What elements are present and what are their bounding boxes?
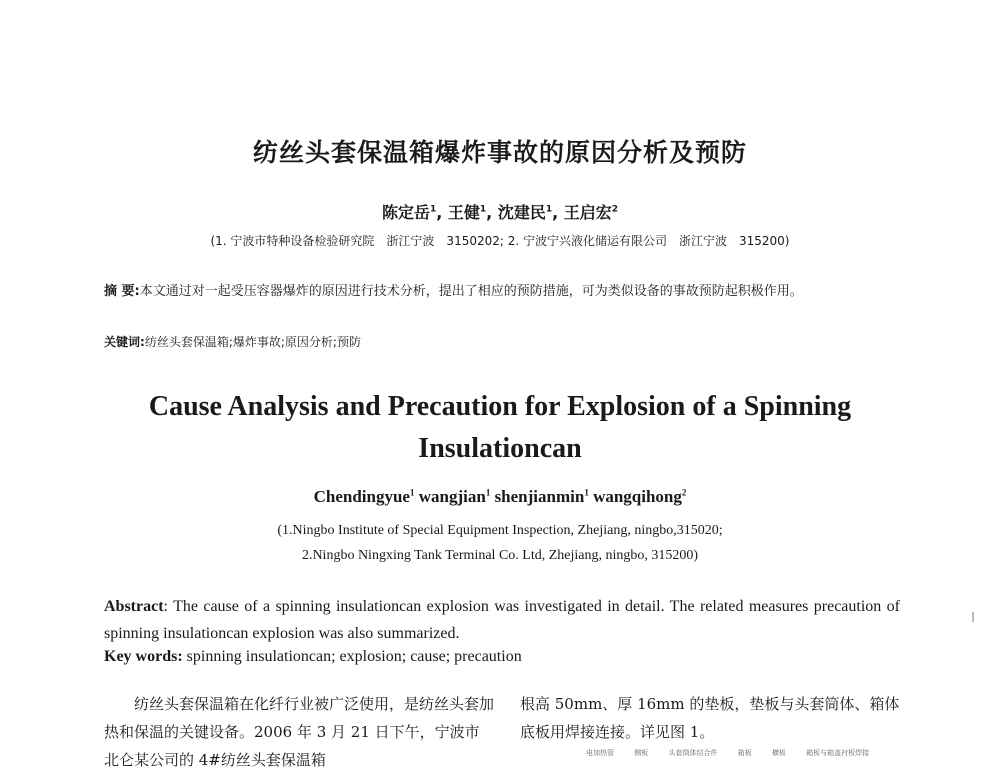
author-name: shenjianmin — [494, 487, 585, 506]
author-separator: , — [552, 203, 559, 222]
author-separator: , — [486, 203, 493, 222]
author-name: 陈定岳 — [381, 203, 430, 222]
chinese-keywords-label: 关键词: — [104, 335, 145, 349]
author-name: wangqihong — [593, 487, 682, 506]
chinese-abstract-label: 摘 要: — [104, 284, 140, 299]
chinese-affiliation: (1. 宁波市特种设备检验研究院 浙江宁波 3150202; 2. 宁波宁兴液化储运有限公司 浙江宁波 315200) — [210, 234, 790, 248]
english-title-line: Cause Analysis and Precaution for Explosion of a Spinning — [148, 391, 852, 422]
figure-labels — [586, 748, 887, 758]
english-title-line: Insulationcan — [418, 433, 582, 464]
english-affiliation-line: 2.Ningbo Ningxing Tank Terminal Co. Ltd, Zhejiang, ningbo, 315200) — [301, 548, 699, 563]
scan-edge-mark — [972, 612, 974, 622]
figure-label: 横板 — [771, 749, 786, 757]
author-sup: 1 — [409, 487, 415, 498]
english-keywords — [104, 648, 900, 666]
figure-label: 侧板 — [634, 749, 649, 757]
body-paragraph: 纺丝头套保温箱在化纤行业被广泛使用，是纺丝头套加热和保温的关键设备。2006 年 3 月 21 日下午，宁波市北仑某公司的 4#纺丝头套保温箱 — [104, 695, 495, 769]
figure-label: 电加热管 — [586, 749, 614, 757]
chinese-authors — [0, 200, 1000, 223]
author-name: wangjian — [418, 487, 486, 506]
english-abstract-label: Abstract — [104, 598, 164, 615]
english-affiliation-line: (1.Ningbo Institute of Special Equipment Inspection, Zhejiang, ningbo,315020; — [277, 523, 723, 538]
english-affiliation — [0, 518, 1000, 568]
english-authors — [0, 487, 1000, 507]
author-sup: 1 — [429, 204, 437, 215]
english-abstract-text: : The cause of a spinning insulationcan explosion was investigated in detail. The related measures precaution of spinning insulationcan explosion was also summarized. — [104, 598, 900, 642]
chinese-abstract-text: 本文通过对一起受压容器爆炸的原因进行技术分析，提出了相应的预防措施，可为类似设备的事故预防起积极作用。 — [139, 284, 803, 299]
body-paragraph: 根高 50mm、厚 16mm 的垫板，垫板与头套筒体、箱体底板用焊接连接。详见图 1。 — [520, 695, 900, 741]
author-sup: 1 — [545, 204, 553, 215]
chinese-keywords-text: 纺丝头套保温箱;爆炸事故;原因分析;预防 — [144, 335, 361, 349]
author-sup: 2 — [681, 487, 687, 498]
author-sup: 1 — [584, 487, 589, 498]
author-name: 王健 — [447, 203, 480, 222]
author-name: Chendingyue — [313, 487, 410, 506]
figure-label: 箱板与箱盖衬板焊接 — [806, 749, 870, 757]
author-separator: , — [436, 203, 443, 222]
english-abstract — [104, 593, 900, 647]
figure-label: 箱板 — [737, 749, 752, 757]
body-column-right — [520, 690, 910, 746]
english-title — [0, 386, 1000, 470]
chinese-title: 纺丝头套保温箱爆炸事故的原因分析及预防 — [252, 138, 747, 167]
author-sup: 2 — [611, 204, 619, 215]
author-name: 沈建民 — [497, 203, 546, 222]
author-name: 王启宏 — [563, 203, 612, 222]
chinese-abstract — [104, 279, 900, 305]
english-keywords-text: spinning insulationcan; explosion; cause; precaution — [186, 648, 522, 665]
body-column-left — [104, 690, 494, 774]
figure-label: 头套筒体结合件 — [668, 749, 718, 757]
author-sup: 1 — [479, 204, 487, 215]
chinese-keywords — [104, 333, 900, 350]
english-keywords-label: Key words: — [104, 648, 183, 665]
author-sup: 1 — [485, 487, 491, 498]
